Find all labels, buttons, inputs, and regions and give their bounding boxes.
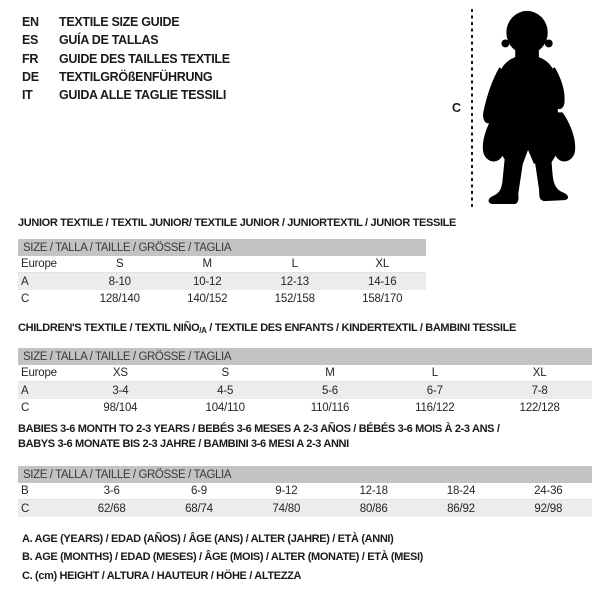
language-row <box>22 86 230 104</box>
table-cell: 10-12 <box>193 275 222 288</box>
table-cell: 128/140 <box>99 292 140 305</box>
row-label: B <box>21 485 29 497</box>
table-cell: 80/86 <box>359 502 388 515</box>
babies-table-title <box>18 422 500 452</box>
table-cell: 158/170 <box>362 292 403 305</box>
babies-table-body <box>18 483 592 517</box>
table-cell: 122/128 <box>519 401 560 414</box>
table-cell: 3-6 <box>103 485 120 497</box>
table-cell: XS <box>112 367 128 379</box>
table-cell: L <box>431 367 438 379</box>
table-row <box>18 483 592 500</box>
table-cell: L <box>291 258 298 270</box>
table-cell: 8-10 <box>108 275 131 288</box>
size-header-bar: SIZE / TALLA / TAILLE / GRÖSSE / TAGLIA <box>18 239 426 256</box>
baby-silhouette-icon <box>478 6 583 208</box>
table-cell: 110/116 <box>310 401 350 414</box>
footnote-c: C. (cm) HEIGHT / ALTURA / HAUTEUR / HÖHE / ALTEZZA <box>22 569 302 582</box>
table-cell: M <box>202 258 212 270</box>
table-cell: 68/74 <box>185 502 213 515</box>
row-label: Europe <box>21 367 57 379</box>
table-cell: XL <box>375 258 390 270</box>
table-cell: XL <box>532 367 547 379</box>
table-cell: 12-18 <box>359 485 388 497</box>
table-cell: 12-13 <box>280 275 309 288</box>
table-cell: 24-36 <box>534 485 563 497</box>
table-cell: 6-9 <box>190 485 207 497</box>
babies-title-line1: BABIES 3-6 MONTH TO 2-3 YEARS / BEBÉS 3-6 MESES A 2-3 AÑOS / BÉBÉS 3-6 MOIS À 2-3 ANS / <box>18 423 500 435</box>
language-code: IT <box>22 88 33 103</box>
row-label: A <box>21 384 29 397</box>
table-row <box>18 500 592 517</box>
row-label: C <box>21 292 30 305</box>
height-measure-label: C <box>452 101 462 115</box>
language-code: ES <box>22 33 39 48</box>
babies-title-line2: BABYS 3-6 MONATE BIS 2-3 JAHRE / BAMBINI 3-6 MESI A 2-3 ANNI <box>18 438 349 450</box>
footnote-a: A. AGE (YEARS) / EDAD (AÑOS) / ÂGE (ANS) / ALTER (JAHRE) / ETÀ (ANNI) <box>22 533 394 545</box>
language-row <box>22 13 230 31</box>
babies-size-table <box>18 466 592 517</box>
table-cell: 7-8 <box>531 384 548 397</box>
table-cell: 74/80 <box>272 502 301 515</box>
row-label: Europe <box>21 258 57 270</box>
table-cell: 92/98 <box>534 502 563 515</box>
table-cell: 3-4 <box>112 384 129 397</box>
language-code: DE <box>22 70 39 85</box>
children-title-pre: CHILDREN'S TEXTILE / TEXTIL NIÑO <box>18 322 200 334</box>
table-row <box>18 365 592 382</box>
language-title: TEXTILE SIZE GUIDE <box>59 15 180 30</box>
row-label: C <box>21 401 30 414</box>
junior-size-table <box>18 239 426 307</box>
table-cell: 62/68 <box>97 502 126 515</box>
table-cell: 6-7 <box>426 384 443 397</box>
table-cell: M <box>325 367 335 379</box>
footnote-b: B. AGE (MONTHS) / EDAD (MESES) / ÂGE (MOIS) / ALTER (MONATE) / ETÀ (MESI) <box>22 551 423 564</box>
language-code: FR <box>22 51 39 66</box>
children-size-table <box>18 348 592 416</box>
size-header-bar: SIZE / TALLA / TAILLE / GRÖSSE / TAGLIA <box>18 348 592 365</box>
language-code: EN <box>22 15 39 30</box>
children-table-body <box>18 365 592 416</box>
table-cell: 14-16 <box>368 275 397 288</box>
table-row <box>18 290 426 307</box>
row-label: C <box>21 502 30 515</box>
language-title: GUÍA DE TALLAS <box>59 33 159 48</box>
table-row <box>18 256 426 273</box>
table-cell: 116/122 <box>415 401 455 414</box>
row-label: A <box>21 275 29 288</box>
size-header-bar: SIZE / TALLA / TAILLE / GRÖSSE / TAGLIA <box>18 466 592 483</box>
children-table-title <box>18 321 516 338</box>
table-cell: 5-6 <box>321 384 338 397</box>
table-cell: 98/104 <box>103 401 138 414</box>
language-row <box>22 50 230 68</box>
table-cell: 9-12 <box>275 485 298 497</box>
table-cell: 86/92 <box>447 502 475 515</box>
language-row <box>22 31 230 49</box>
language-title: TEXTILGRÖßENFÜHRUNG <box>59 70 213 85</box>
table-row <box>18 382 592 399</box>
language-title: GUIDE DES TAILLES TEXTILE <box>59 51 230 66</box>
language-row <box>22 68 230 86</box>
children-title-subscript: /A <box>199 326 207 335</box>
language-header <box>22 13 230 104</box>
language-title: GUIDA ALLE TAGLIE TESSILI <box>59 88 227 103</box>
table-cell: 18-24 <box>446 485 476 497</box>
height-measure-dotted-line <box>471 9 473 207</box>
table-cell: S <box>116 258 124 270</box>
table-cell: 140/152 <box>187 292 228 305</box>
table-cell: 4-5 <box>217 384 234 397</box>
table-cell: 152/158 <box>274 292 315 305</box>
table-cell: S <box>221 367 229 379</box>
legend-footnotes <box>22 533 423 588</box>
junior-table-title: JUNIOR TEXTILE / TEXTIL JUNIOR/ TEXTILE JUNIOR / JUNIORTEXTIL / JUNIOR TESSILE <box>18 217 457 229</box>
junior-table-body <box>18 256 426 307</box>
table-cell: 104/110 <box>205 401 245 414</box>
table-row <box>18 273 426 290</box>
table-row <box>18 399 592 416</box>
children-title-post: / TEXTILE DES ENFANTS / KINDERTEXTIL / BAMBINI TESSILE <box>206 322 516 334</box>
